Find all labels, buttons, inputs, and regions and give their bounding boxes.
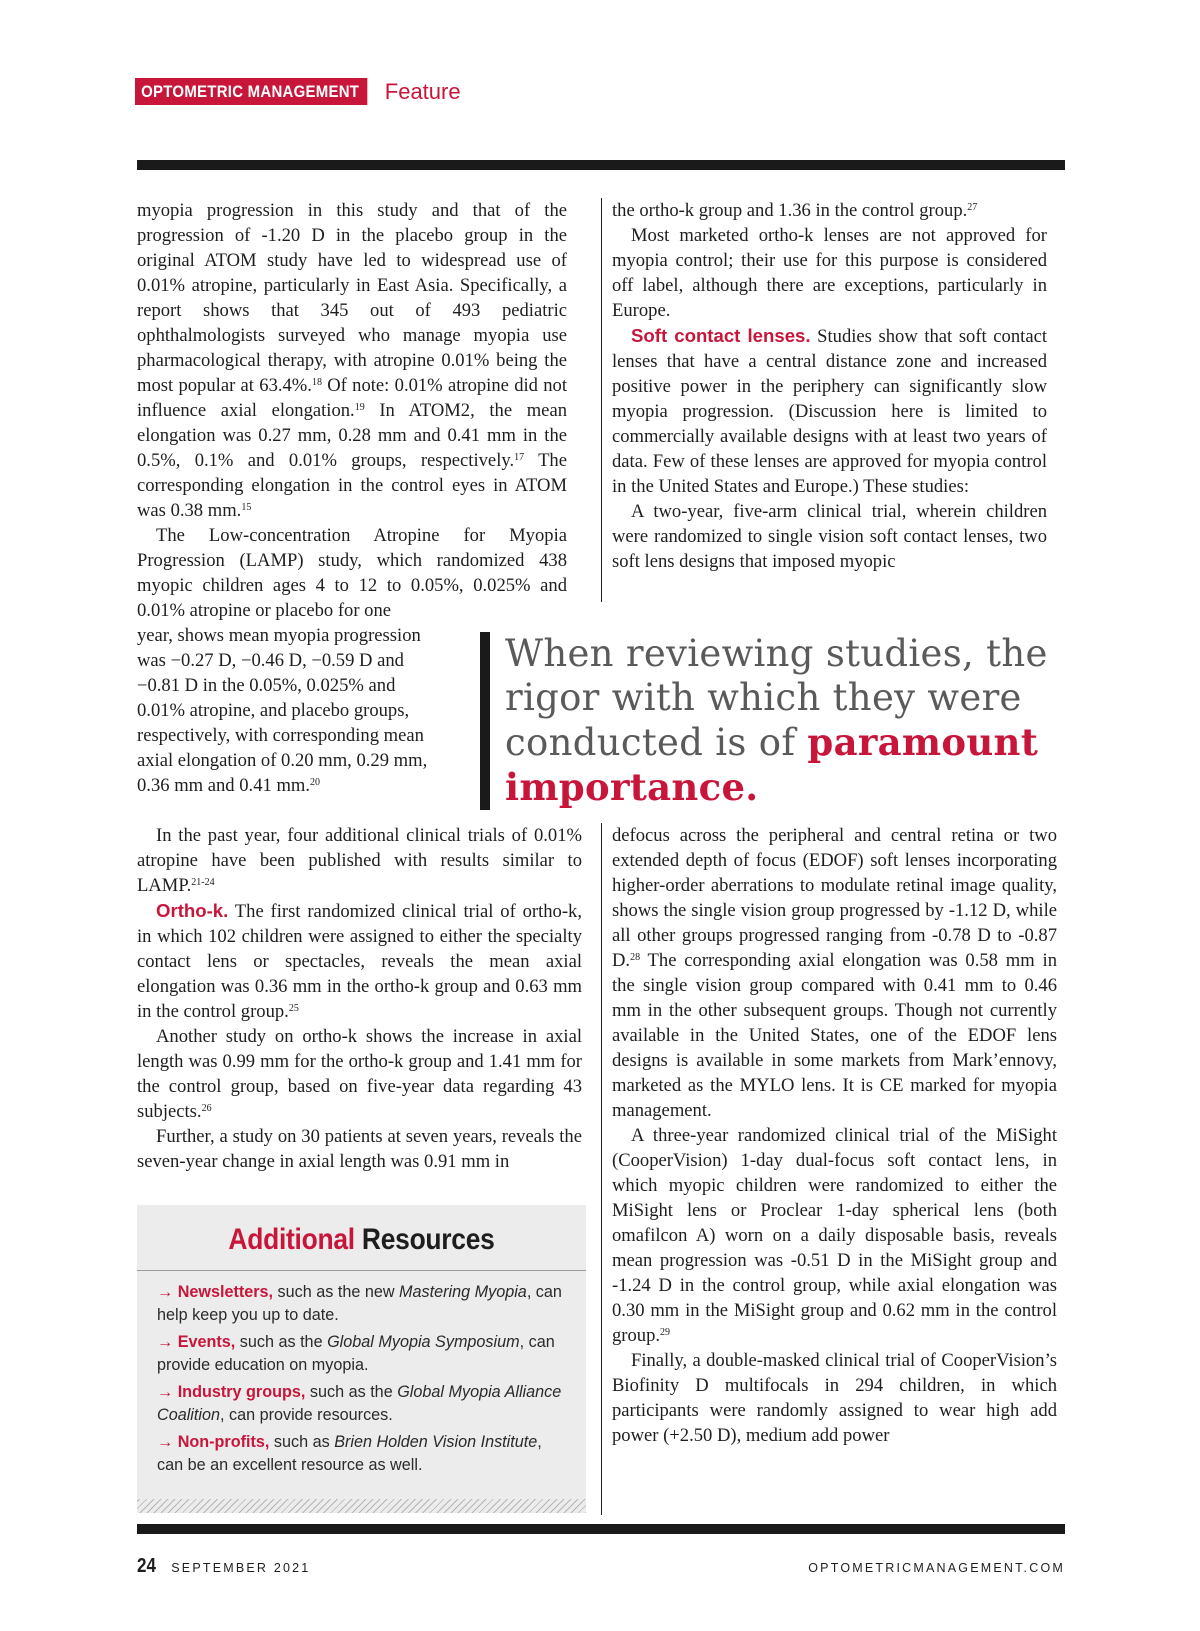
paragraph	[612, 1123, 1057, 1348]
arrow-right-icon: →	[157, 1333, 174, 1351]
paragraph	[137, 898, 582, 1024]
title-highlight: Additional	[228, 1223, 355, 1256]
arrow-right-icon: →	[157, 1383, 174, 1401]
footer-left	[137, 1555, 310, 1578]
item-lead: Events,	[177, 1333, 236, 1351]
text: A three-year randomized clinical trial of the MiSight (CooperVision) 1-day dual-focus soft contact lens, in which myopic children were randomized to either the MiSight lens or Proclear 1-day spherical lens (both omafilcon A) worn on a daily disposable basis, reveals mean progression was -0.51 D in the MiSight group and -1.24 D in the control group, while axial elongation was 0.30 mm in the MiSight group and 0.62 mm in the control group.	[612, 1125, 1057, 1346]
list-item	[157, 1281, 572, 1327]
column-divider	[601, 198, 602, 602]
arrow-right-icon: →	[157, 1433, 174, 1451]
text: Another study on ortho-k shows the increase in axial length was 0.99 mm for the ortho-k group and 1.41 mm for the control group, based on five-year data regarding 43 subjects.	[137, 1026, 582, 1122]
text: The corresponding elongation in the control eyes in ATOM was 0.38 mm.	[137, 450, 567, 521]
left-column-narrow	[137, 623, 432, 798]
pull-quote-highlight: paramount importance.	[505, 720, 1039, 809]
paragraph	[612, 323, 1047, 499]
subhead-orthok: Ortho-k.	[156, 900, 229, 921]
text: , can provide resources.	[220, 1406, 393, 1424]
text: year, shows mean myopia progression was −0.27 D, −0.46 D, −0.59 D and −0.81 D in the 0.05%, 0.025% and 0.01% atropine, and placebo groups, respectively, with corresponding mean axial elongation of 0.20 mm, 0.29 mm, 0.36 mm and 0.41 mm.	[137, 625, 428, 796]
hatch-decoration	[137, 1499, 586, 1513]
left-column-bottom	[137, 823, 582, 1174]
citation: 29	[660, 1327, 671, 1338]
arrow-right-icon: →	[157, 1283, 174, 1301]
citation: 28	[630, 952, 641, 963]
item-title: Mastering Myopia	[399, 1283, 527, 1301]
right-column-bottom	[612, 823, 1057, 1448]
title-rest: Resources	[361, 1223, 495, 1256]
paragraph	[137, 1024, 582, 1124]
citation: 19	[354, 402, 365, 413]
paragraph	[137, 823, 582, 898]
text: myopia progression in this study and that of the progression of -1.20 D in the placebo group in the original ATOM study have led to widespread use of 0.01% atropine, particularly in East Asia. Specifically, a report shows that 345 out of 493 pediatric ophthalmologists surveyed who manage myopia use pharmacological therapy, with atropine 0.01% being the most popular at 63.4%.	[137, 200, 567, 396]
resources-list	[137, 1271, 586, 1477]
citation: 20	[310, 777, 321, 788]
right-column-top	[612, 198, 1047, 574]
text: such as the new	[273, 1283, 400, 1301]
paragraph: Most marketed ortho-k lenses are not approved for myopia control; their use for this purpose is considered off label, although there are exceptions, particularly in Europe.	[612, 225, 1047, 321]
text: the ortho-k group and 1.36 in the control group.	[612, 200, 968, 221]
paragraph: Finally, a double-masked clinical trial of CooperVision’s Biofinity D multifocals in 294 children, in which participants were randomly assigned to wear high add power (+2.50 D), medium add power	[612, 1350, 1057, 1446]
bottom-rule	[137, 1524, 1065, 1534]
pull-quote-text: When reviewing studies, the rigor with which they were conducted is of	[505, 632, 1048, 764]
item-lead: Non-profits,	[177, 1433, 270, 1451]
citation: 26	[201, 1103, 212, 1114]
issue-date: SEPTEMBER 2021	[171, 1561, 311, 1575]
paragraph: A two-year, five-arm clinical trial, wherein children were randomized to single vision soft contact lenses, two soft lens designs that imposed myopic	[612, 501, 1047, 572]
paragraph	[137, 198, 567, 523]
text: Studies show that soft contact lenses that have a central distance zone and increased positive power in the periphery can significantly slow myopia progression. (Discussion here is limited to commercially available designs with at least two years of data. Few of these lenses are approved for myopia control in the United States and Europe.) These studies:	[612, 326, 1047, 497]
text: , can provide education on myopia.	[157, 1333, 555, 1374]
section-label: Feature	[384, 78, 461, 104]
left-column-top	[137, 198, 567, 623]
text: such as	[269, 1433, 335, 1451]
citation: 27	[967, 202, 978, 213]
pull-quote	[480, 632, 1095, 810]
text: , can help keep you up to date.	[157, 1283, 562, 1324]
section-header	[135, 78, 461, 105]
subhead-soft-lenses: Soft contact lenses.	[631, 325, 811, 346]
list-item	[157, 1431, 572, 1477]
top-rule	[137, 160, 1065, 170]
text: defocus across the peripheral and central retina or two extended depth of focus (EDOF) soft lenses incorporating higher-order aberrations to modulate retinal image quality, shows the single vision group progressed by -1.12 D, while all other groups progressed ranging from -0.78 D to -0.87 D.	[612, 825, 1057, 971]
paragraph	[612, 823, 1057, 1123]
magazine-tag: OPTOMETRIC MANAGEMENT	[135, 78, 367, 105]
text: The first randomized clinical trial of ortho-k, in which 102 children were assigned to either the specialty contact lens or spectacles, reveals the mean axial elongation was 0.36 mm in the ortho-k group and 0.63 mm in the control group.	[137, 901, 582, 1022]
column-divider	[601, 823, 602, 1515]
additional-resources-box	[137, 1205, 586, 1513]
text: Of note: 0.01% atropine did not influence axial elongation.	[137, 375, 568, 421]
citation: 18	[311, 377, 322, 388]
text: such as the	[235, 1333, 328, 1351]
list-item	[157, 1381, 572, 1427]
citation: 15	[241, 502, 252, 513]
text: In the past year, four additional clinical trials of 0.01% atropine have been published with results similar to LAMP.	[137, 825, 582, 896]
citation: 17	[514, 452, 525, 463]
text: such as the	[305, 1383, 398, 1401]
paragraph	[612, 198, 1047, 223]
page-number: 24	[137, 1555, 156, 1577]
item-title: Global Myopia Alliance Coalition	[157, 1383, 562, 1424]
text: The corresponding axial elongation was 0.58 mm in the single vision group compared with 0.41 mm to 0.46 mm in the other subsequent groups. Though not currently available in the United States, one of the EDOF lens designs is available in some markets from Mark’ennovy, marketed as the MYLO lens. It is CE marked for myopia management.	[612, 950, 1057, 1121]
footer-website: OPTOMETRICMANAGEMENT.COM	[808, 1561, 1065, 1575]
item-lead: Industry groups,	[177, 1383, 306, 1401]
paragraph	[137, 623, 432, 798]
resources-title	[164, 1223, 559, 1257]
citation: 25	[288, 1003, 299, 1014]
item-title: Brien Holden Vision Institute	[334, 1433, 538, 1451]
item-lead: Newsletters,	[177, 1283, 274, 1301]
paragraph: Further, a study on 30 patients at seven years, reveals the seven-year change in axial length was 0.91 mm in	[137, 1126, 582, 1172]
list-item	[157, 1331, 572, 1377]
paragraph: The Low-concentration Atropine for Myopia Progression (LAMP) study, which randomized 438 myopic children ages 4 to 12 to 0.05%, 0.025% and 0.01% atropine or placebo for one	[137, 525, 567, 621]
text: In ATOM2, the mean elongation was 0.27 mm, 0.28 mm and 0.41 mm in the 0.5%, 0.1% and 0.01% groups, respectively.	[137, 400, 567, 471]
citation: 21-24	[191, 877, 215, 888]
item-title: Global Myopia Symposium	[327, 1333, 520, 1351]
text: , can be an excellent resource as well.	[157, 1433, 542, 1474]
